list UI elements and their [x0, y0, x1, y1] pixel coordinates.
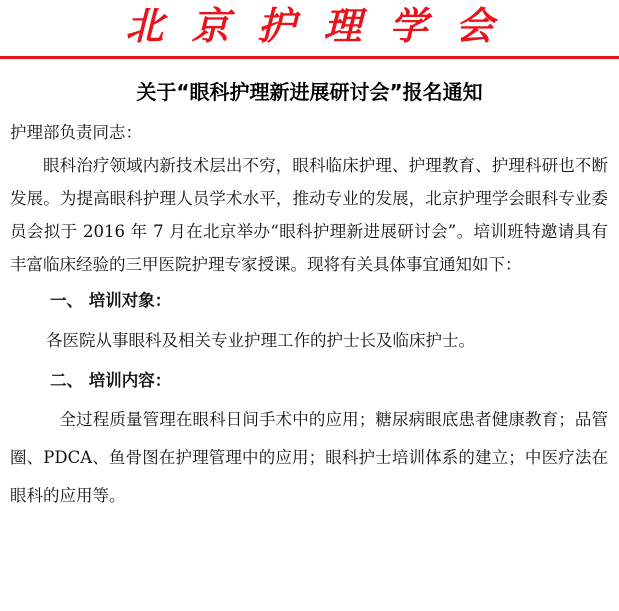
section-body-training-content: 全过程质量管理在眼科日间手术中的应用；糖尿病眼底患者健康教育；品管圈、PDCA、鱼骨图在护理管理中的应用；眼科护士培训体系的建立；中医疗法在眼科的应用等。	[10, 410, 608, 505]
letterhead-divider	[0, 56, 619, 59]
intro-paragraph: 眼科治疗领域内新技术层出不穷，眼科临床护理、护理教育、护理科研也不断发展。为提高眼科护理人员学术水平，推动专业的发展，北京护理学会眼科专业委员会拟于 2016 年 7 月在北京举办“眼科护理新进展研讨会”。培训班特邀请具有丰富临床经验的三甲医院护理专家授课。现将有关具体事宜通知如下：	[10, 156, 608, 274]
notice-body	[10, 116, 608, 515]
organization-name: 北京护理学会	[125, 3, 522, 48]
letterhead	[0, 0, 619, 60]
salutation: 护理部负责同志：	[10, 123, 142, 142]
notice-title: 关于“眼科护理新进展研讨会”报名通知	[136, 80, 483, 104]
section-heading-training-content: 二、 培训内容：	[50, 371, 172, 390]
section-body-training-target: 各医院从事眼科及相关专业护理工作的护士长及临床护士。	[46, 331, 475, 350]
section-heading-training-target: 一、 培训对象：	[50, 291, 172, 310]
